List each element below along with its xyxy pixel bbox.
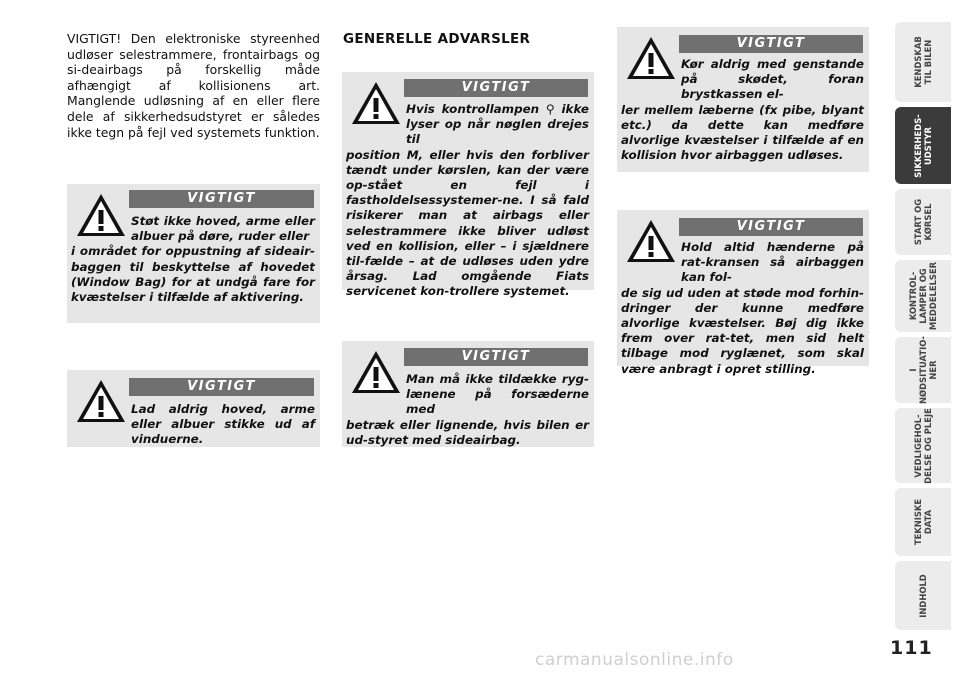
- warning-text: Kør aldrig med genstande på skødet, foran brystkassen el- ler mellem læberne (fx pibe, blyant etc.) da dette kan medføre alvorlige kvæstelser i tilfælde af en kollision hvor airbaggen udløses.: [621, 57, 864, 163]
- warning-box-windows: [67, 370, 320, 447]
- warning-box-control-lamp: [342, 72, 594, 299]
- tab-start-og-korsel[interactable]: START OG KØRSEL: [895, 189, 951, 255]
- warning-box-objects-lap: [617, 27, 869, 172]
- tab-nodsituationer[interactable]: I NØDSITUATIO- NER: [895, 337, 951, 403]
- warning-text: Lad aldrig hoved, arme eller albuer stikke ud af vinduerne.: [131, 402, 315, 447]
- warning-box-hands-wheel: [617, 210, 869, 376]
- warning-header: VIGTIGT: [679, 35, 863, 53]
- page-number: 111: [890, 637, 933, 659]
- tab-kontrollamper[interactable]: KONTROL- LAMPER OG MEDDELELSER: [895, 260, 951, 332]
- warning-header: VIGTIGT: [129, 190, 314, 208]
- watermark: carmanualsonline.info: [535, 650, 734, 670]
- tab-kendskab-til-bilen[interactable]: KENDSKAB TIL BILEN: [895, 22, 951, 102]
- warning-box-seat-covers: [342, 341, 594, 447]
- tab-sikkerhedsudstyr[interactable]: SIKKERHEDS- UDSTYR: [895, 107, 951, 184]
- warning-text: Hvis kontrollampen ⚲ ikke lyser op når nøglen drejes til position M, eller hvis den forbliver tændt under kørslen, kan der være op-stået en fejl i fastholdelsessystemer-ne. I så fald risikerer man at airbags eller selestrammere ikke bliver udløst ved en kollision, eller – i sjældnere til-fælde – at de udløses uden ydre årsag. Lad omgående Fiats servicenet kon-trollere systemet.: [346, 102, 589, 299]
- warning-header: VIGTIGT: [404, 79, 588, 97]
- warning-header: VIGTIGT: [679, 218, 863, 236]
- warning-text: Hold altid hænderne på rat-kransen så airbaggen kan fol- de sig ud uden at støde mod forhin-dringer der kunne medføre alvorlige kvæstelser. Bøj dig ikke frem over rat-tet, men sid helt tilbage mod ryglænet, som skal være anbragt i opret stilling.: [621, 240, 864, 376]
- tab-indhold[interactable]: INDHOLD: [895, 561, 951, 630]
- warning-text: Man må ikke tildække ryg-lænene på forsæderne med betræk eller lignende, hvis bilen er ud-styret med sideairbag.: [346, 372, 589, 447]
- intro-paragraph: VIGTIGT! Den elektroniske styreenhed udløser selestrammere, frontairbags og si-deairbags på forskellig måde afhængigt af kollisionens art. Manglende udløsning af en eller flere dele af sikkerhedsudstyret er således ikke tegn på fejl ved systemets funktion.: [67, 31, 320, 140]
- warning-header: VIGTIGT: [404, 348, 588, 366]
- tab-tekniske-data[interactable]: TEKNISKE DATA: [895, 488, 951, 556]
- section-title: GENERELLE ADVARSLER: [343, 31, 531, 47]
- warning-box-head-arms: [67, 184, 320, 323]
- warning-text: Støt ikke hoved, arme eller albuer på døre, ruder eller i området for oppustning af sideair-baggen til beskyttelse af hovedet (Window Bag) for at undgå fare for kvæstelser i tilfælde af aktivering.: [71, 214, 315, 305]
- warning-header: VIGTIGT: [129, 378, 314, 396]
- tab-vedligeholdelse[interactable]: VEDLIGEHOL- DELSE OG PLEJE: [895, 408, 951, 483]
